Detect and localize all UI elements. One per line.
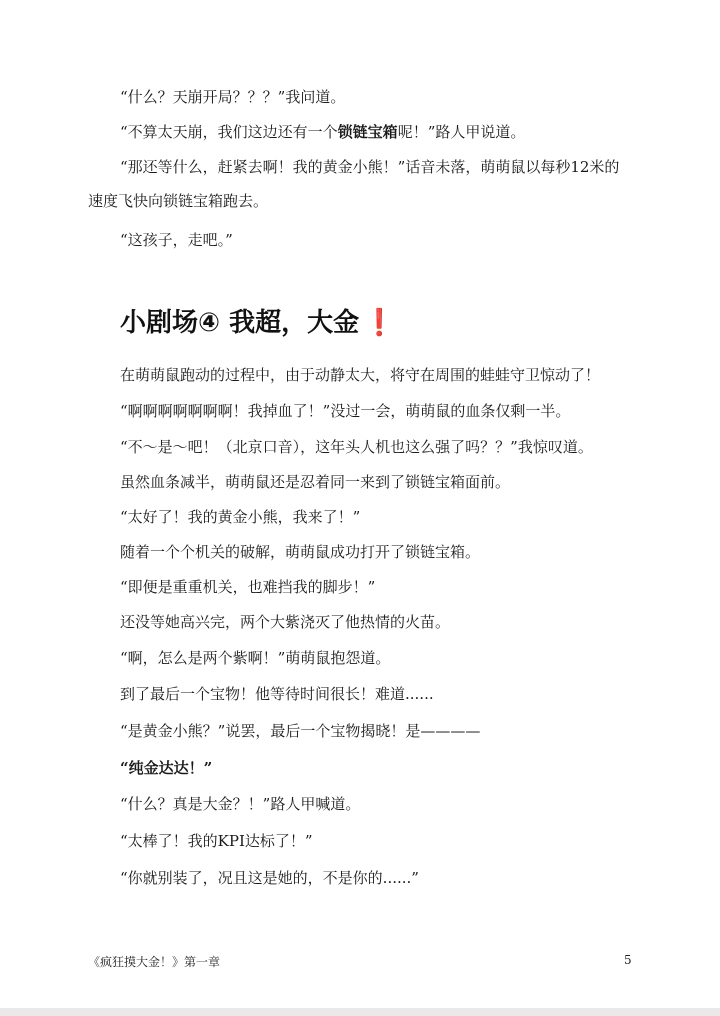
body-line: 随着一个个机关的破解，萌萌鼠成功打开了锁链宝箱。	[120, 543, 481, 561]
page-edge-divider	[0, 1008, 720, 1016]
page-number: 5	[624, 953, 632, 967]
body-line-bold: “纯金达达！”	[120, 759, 213, 777]
body-line: 到了最后一个宝物！他等待时间很长！难道......	[120, 685, 434, 703]
body-line: “太好了！我的黄金小熊，我来了！”	[120, 508, 361, 526]
body-line: “太棒了！我的KPI达标了！”	[120, 832, 313, 850]
section-heading-text: 小剧场④ 我超，大金	[120, 308, 360, 338]
body-line: “啊啊啊啊啊啊啊！我掉血了！”没过一会，萌萌鼠的血条仅剩一半。	[120, 402, 571, 420]
body-line: “即便是重重机关，也难挡我的脚步！”	[120, 578, 376, 596]
paragraph-text: 呢！”路人甲说道。	[397, 123, 526, 141]
body-line: “不～是～吧！（北京口音），这年头人机也这么强了吗？？”我惊叹道。	[120, 438, 593, 456]
paragraph: “这孩子，走吧。”	[120, 231, 233, 249]
footer-title: 《疯狂摸大金！》第一章	[88, 955, 221, 969]
exclamation-icon: ❗	[363, 308, 396, 338]
body-line: 在萌萌鼠跑动的过程中，由于动静太大，将守在周围的蛙蛙守卫惊动了！	[120, 366, 601, 384]
body-line: “什么？真是大金？！”路人甲喊道。	[120, 795, 361, 813]
bold-term: 锁链宝箱	[337, 123, 398, 141]
section-heading	[120, 305, 395, 341]
body-line: 还没等她高兴完，两个大紫浇灭了他热情的火苗。	[120, 613, 451, 631]
paragraph-wrapped: “那还等什么，赶紧去啊！我的黄金小熊！”话音未落，萌萌鼠以每秒12米的速度飞快向锁链宝箱跑去。	[88, 158, 620, 210]
paragraph: “什么？天崩开局？？？”我问道。	[120, 88, 346, 106]
paragraph-text: “不算太天崩，我们这边还有一个	[120, 123, 338, 141]
body-line: “啊，怎么是两个紫啊！”萌萌鼠抱怨道。	[120, 649, 391, 667]
body-line: 虽然血条减半，萌萌鼠还是忍着同一来到了锁链宝箱面前。	[120, 473, 511, 491]
paragraph	[120, 122, 525, 142]
body-line: “是黄金小熊？”说罢，最后一个宝物揭晓！是————	[120, 722, 481, 740]
body-line: “你就别装了，况且这是她的，不是你的......”	[120, 869, 419, 887]
